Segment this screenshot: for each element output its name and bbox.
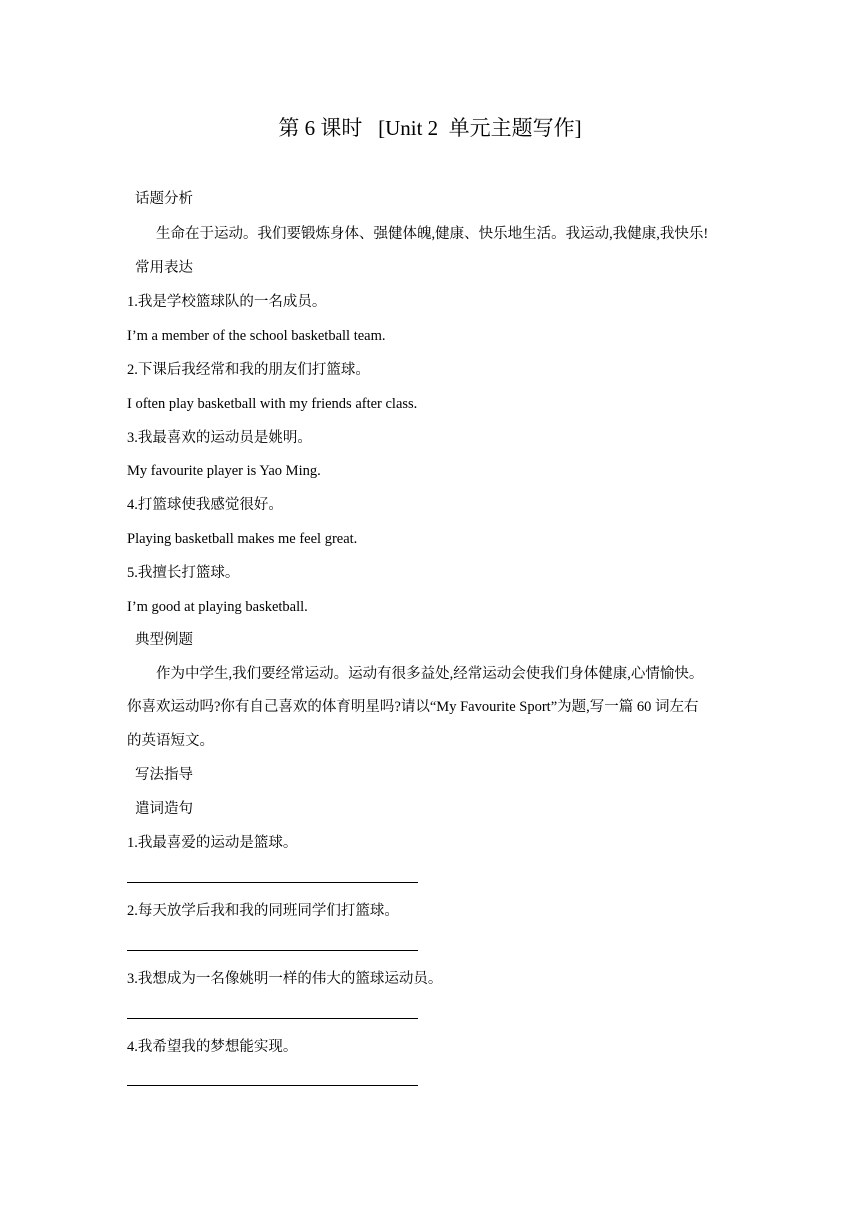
expression-en-4: Playing basketball makes me feel great. — [127, 531, 358, 547]
expression-cn-1: 1.我是学校篮球队的一名成员。 — [127, 294, 327, 310]
section-heading-example: 典型例题 — [135, 632, 193, 648]
expression-en-5: I’m good at playing basketball. — [127, 599, 308, 615]
expression-en-3: My favourite player is Yao Ming. — [127, 463, 321, 479]
answer-blank-3[interactable] — [127, 1018, 418, 1019]
answer-blank-1[interactable] — [127, 882, 418, 883]
subheading-word-choice: 遣词造句 — [135, 801, 193, 817]
section-heading-topic-analysis: 话题分析 — [135, 191, 193, 207]
answer-blank-2[interactable] — [127, 950, 418, 951]
expression-cn-3: 3.我最喜欢的运动员是姚明。 — [127, 430, 312, 446]
expression-en-2: I often play basketball with my friends after class. — [127, 396, 418, 412]
section-heading-writing-guide: 写法指导 — [135, 767, 193, 783]
expression-cn-5: 5.我擅长打篮球。 — [127, 565, 240, 581]
exercise-prompt-1: 1.我最喜爱的运动是篮球。 — [127, 835, 298, 851]
section-heading-common-expressions: 常用表达 — [135, 260, 193, 276]
example-line-3: 的英语短文。 — [127, 733, 214, 749]
exercise-prompt-2: 2.每天放学后我和我的同班同学们打篮球。 — [127, 903, 399, 919]
expression-cn-4: 4.打篮球使我感觉很好。 — [127, 497, 283, 513]
example-line-2: 你喜欢运动吗?你有自己喜欢的体育明星吗?请以“My Favourite Sport”为题,写一篇 60 词左右 — [127, 699, 699, 715]
example-line-1: 作为中学生,我们要经常运动。运动有很多益处,经常运动会使我们身体健康,心情愉快。 — [156, 666, 704, 682]
exercise-prompt-4: 4.我希望我的梦想能实现。 — [127, 1039, 298, 1055]
exercise-prompt-3: 3.我想成为一名像姚明一样的伟大的篮球运动员。 — [127, 971, 443, 987]
answer-blank-4[interactable] — [127, 1085, 418, 1086]
expression-cn-2: 2.下课后我经常和我的朋友们打篮球。 — [127, 362, 370, 378]
expression-en-1: I’m a member of the school basketball team. — [127, 328, 386, 344]
page-title: 第 6 课时 [Unit 2 单元主题写作] — [278, 116, 582, 140]
topic-analysis-text: 生命在于运动。我们要锻炼身体、强健体魄,健康、快乐地生活。我运动,我健康,我快乐! — [156, 226, 709, 242]
